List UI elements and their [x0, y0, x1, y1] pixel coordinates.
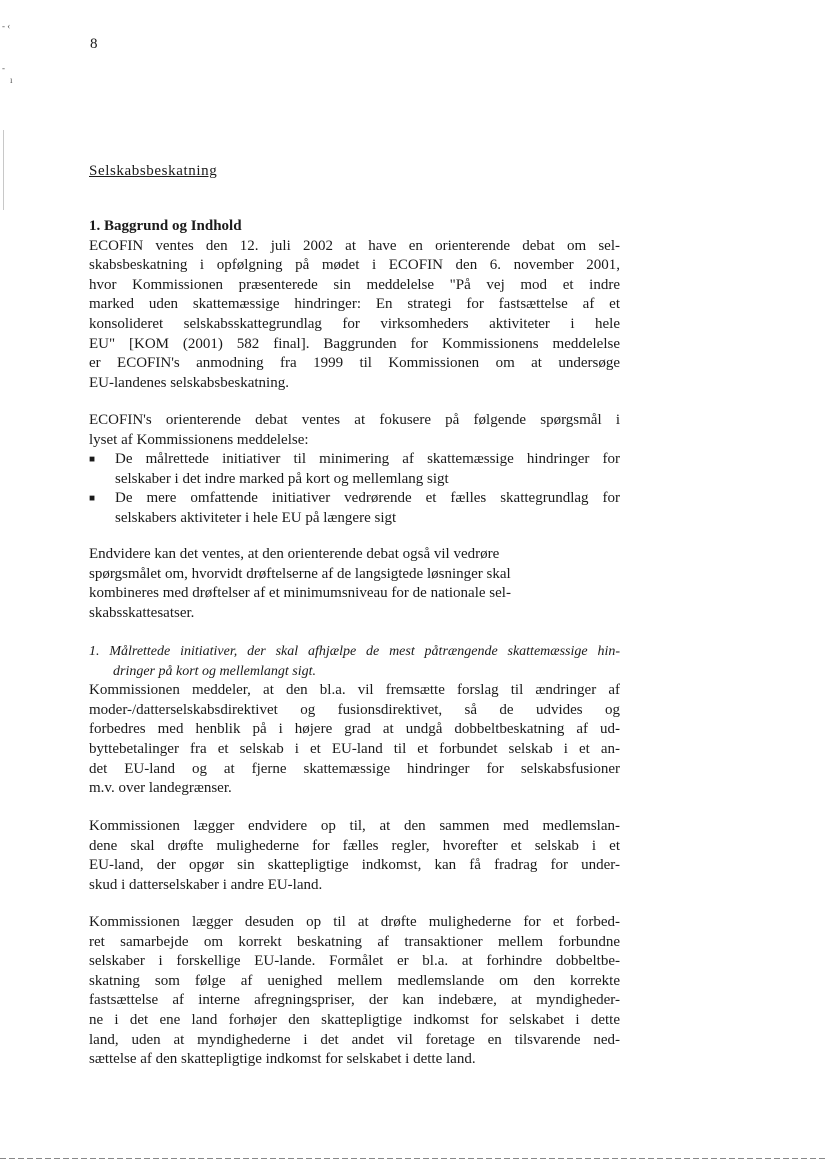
text-line: skabsbeskatning i opfølgning på mødet i ECOFIN den 6. november 2001,: [89, 257, 620, 274]
text-line: Kommissionen lægger endvidere op til, at den sammen med medlemslan-: [89, 818, 620, 834]
margin-mark: - ‹: [2, 21, 11, 31]
text-line: ECOFIN's orienterende debat ventes at fokusere på følgende spørgsmål i: [89, 412, 620, 428]
text-line: det EU-land og at fjerne skattemæssige hindringer for selskabsfusioner: [89, 760, 620, 777]
text-line: hvor Kommissionen præsenterede sin meddelelse "På vej mod et indre: [89, 276, 620, 293]
text-line: EU-land, der opgør sin skattepligtige indkomst, kan få fradrag for under-: [89, 857, 620, 874]
text-line: Kommissionen meddeler, at den bl.a. vil fremsætte forslag til ændringer af: [89, 682, 620, 699]
text-line: ECOFIN ventes den 12. juli 2002 at have en orienterende debat om sel-: [89, 237, 620, 254]
text-line: selskaber i forskellige EU-lande. Formålet er bl.a. at forhindre dobbeltbe-: [89, 953, 620, 970]
subsection-heading: 1. Målrettede initiativer, der skal afhjælpe de mest påtrængende skattemæssige hin-: [89, 644, 620, 659]
subsection-heading: dringer på kort og mellemlangt sigt.: [113, 663, 316, 679]
text-line: ret samarbejde om korrekt beskatning af transaktioner mellem forbundne: [89, 933, 620, 950]
scan-edge-line: [3, 130, 4, 210]
paragraph-endvidere: [89, 545, 620, 623]
section-baggrund: [89, 217, 620, 393]
text-line: selskaber i det indre marked på kort og mellemlang sigt: [115, 470, 449, 487]
paragraph-debat-focus: [89, 411, 620, 529]
bullet-square-icon: ■: [89, 493, 96, 505]
bullet-item: [89, 450, 620, 489]
text-line: De målrettede initiativer til minimering af skattemæssige hindringer for: [115, 451, 620, 468]
text-line: m.v. over landegrænser.: [89, 780, 232, 797]
text-line: dene skal drøfte mulighederne for fælles regler, hvorefter et selskab i et: [89, 837, 620, 854]
text-line: forbedres med henblik på i højere grad at undgå dobbeltbeskatning af ud-: [89, 721, 620, 738]
bullet-item: [89, 489, 620, 528]
section-heading: 1. Baggrund og Indhold: [89, 218, 242, 234]
text-line: lyset af Kommissionens meddelelse:: [89, 431, 309, 448]
paragraph-fradrag: [89, 817, 620, 895]
text-line: marked uden skattemæssige hindringer: En strategi for fastsættelse af et: [89, 296, 620, 313]
text-line: sættelse af den skattepligtige indkomst for selskabet i dette land.: [89, 1051, 476, 1068]
text-line: selskabers aktiviteter i hele EU på længere sigt: [115, 509, 397, 526]
text-line: EU-landenes selskabsbeskatning.: [89, 374, 289, 391]
margin-mark: -: [2, 63, 5, 73]
scan-bottom-edge: [0, 1158, 827, 1159]
text-line: skatning som følge af uenighed mellem medlemslande om den korrekte: [89, 972, 620, 989]
paragraph-samarbejde: [89, 913, 620, 1070]
text-line: De mere omfattende initiativer vedrørende et fælles skattegrundlag for: [115, 490, 620, 507]
text-line: moder-/datterselskabsdirektivet og fusionsdirektivet, så de udvides og: [89, 701, 620, 718]
text-line: Endvidere kan det ventes, at den orienterende debat også vil vedrøre: [89, 546, 500, 562]
text-line: skud i datterselskaber i andre EU-land.: [89, 876, 323, 893]
text-line: konsolideret selskabsskattegrundlag for virksomheders aktiviteter i hele: [89, 315, 620, 332]
text-line: er ECOFIN's anmodning fra 1999 til Kommissionen om at undersøge: [89, 355, 620, 372]
text-line: byttebetalinger fra et selskab i et EU-land til et forbundet selskab i et an-: [89, 740, 620, 757]
margin-scan-marks: [2, 20, 13, 86]
text-line: fastsættelse af interne afregningspriser, der kan indebære, at myndigheder-: [89, 992, 620, 1009]
margin-mark: ı: [10, 75, 13, 85]
text-line: Kommissionen lægger desuden op til at drøfte mulighederne for et forbed-: [89, 914, 620, 930]
text-line: kombineres med drøftelser af et minimumsniveau for de nationale sel-: [89, 585, 511, 602]
text-line: ne i det ene land forhøjer den skattepligtige indkomst for selskabet i dette: [89, 1011, 620, 1028]
text-line: EU" [KOM (2001) 582 final]. Baggrunden for Kommissionens meddelelse: [89, 335, 620, 352]
text-line: spørgsmålet om, hvorvidt drøftelserne af de langsigtede løsninger skal: [89, 565, 511, 582]
text-line: skabsskattesatser.: [89, 604, 195, 621]
page-title: Selskabsbeskatning: [89, 163, 218, 179]
page-number: 8: [90, 36, 98, 52]
bullet-square-icon: ■: [89, 454, 96, 466]
text-line: land, uden at myndighederne i det andet vil foretage en tilsvarende ned-: [89, 1031, 620, 1048]
subsection-maalrettede-initiativer: [89, 642, 620, 799]
